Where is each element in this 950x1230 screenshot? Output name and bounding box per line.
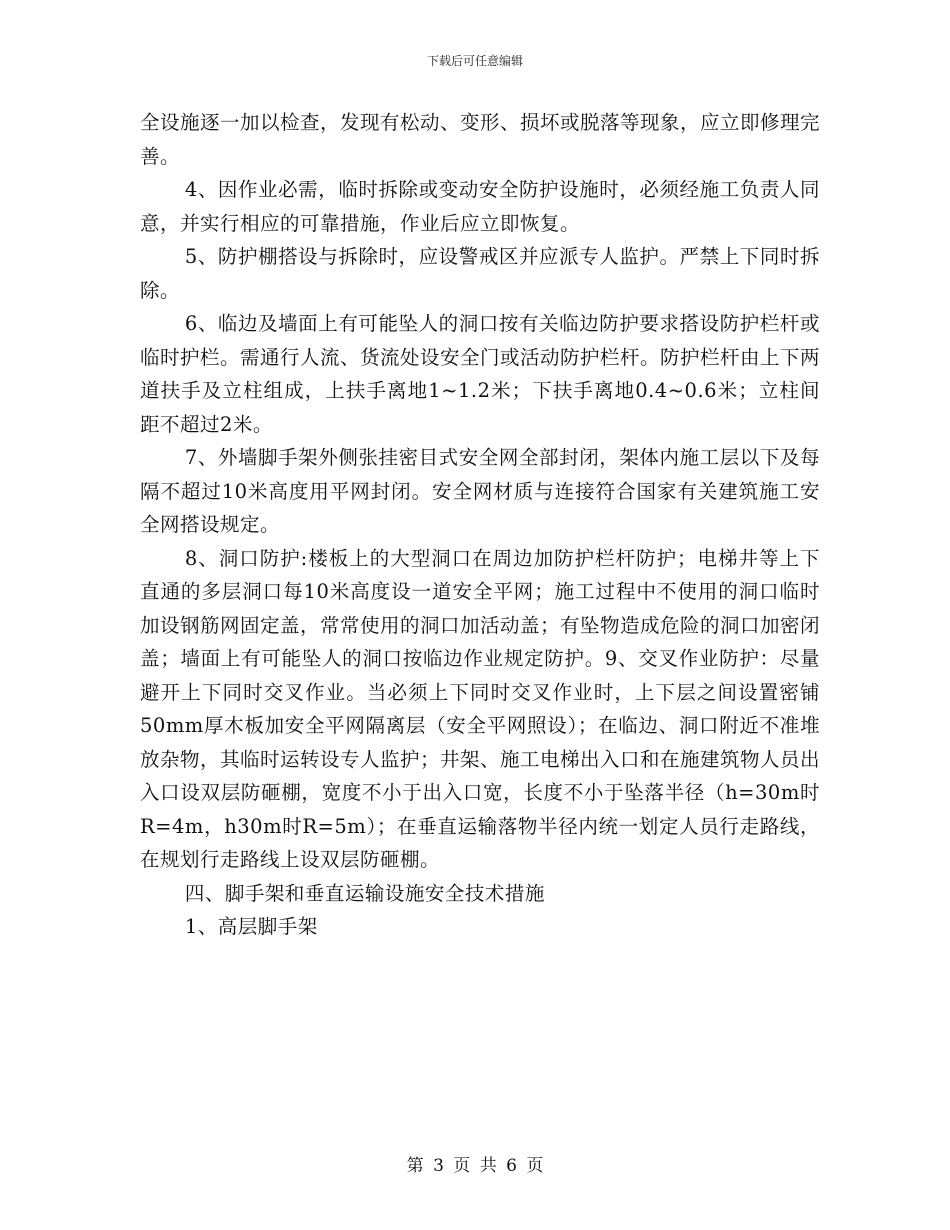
paragraph: 4、因作业必需，临时拆除或变动安全防护设施时，必须经施工负责人同意，并实行相应的可靠措施，作业后应立即恢复。: [140, 178, 820, 235]
paragraph: 全设施逐一加以检查，发现有松动、变形、损坏或脱落等现象，应立即修理完善。: [140, 111, 821, 168]
paragraph: 6、临边及墙面上有可能坠人的洞口按有关临边防护要求搭设防护栏杆或临时护栏。需通行人流、货流处设安全门或活动防护栏杆。防护栏杆由上下两道扶手及立柱组成，上扶手离地1~1.2米；下扶手离地0.4~0.6米；立柱间距不超过2米。: [140, 312, 821, 436]
page-header: 下载后可任意编辑: [426, 54, 523, 68]
subsection-heading: 1、高层脚手架: [184, 915, 318, 938]
section-heading: 四、脚手架和垂直运输设施安全技术措施: [184, 881, 545, 905]
page-number: 第 3 页 共 6 页: [406, 1156, 544, 1176]
document-body: [140, 106, 820, 944]
paragraph: 8、洞口防护:楼板上的大型洞口在周边加防护栏杆防护；电梯井等上下直通的多层洞口每10米高度设一道安全平网；施工过程中不使用的洞口临时加设钢筋网固定盖，常常使用的洞口加活动盖；有坠物造成危险的洞口加密闭盖；墙面上有可能坠人的洞口按临边作业规定防护。9、交叉作业防护：尽量避开上下同时交叉作业。当必须上下同时交叉作业时，上下层之间设置密铺50mm厚木板加安全平网隔离层（安全平网照设）；在临边、洞口附近不准堆放杂物，其临时运转设专人监护；井架、施工电梯出入口和在施建筑物人员出入口设双层防砸棚，宽度不小于出入口宽，长度不小于坠落半径（h=30m时R=4m，h30m时R=5m）；在垂直运输落物半径内统一划定人员行走路线，在规划行走路线上设双层防砸棚。: [140, 546, 821, 871]
paragraph: 5、防护棚搭设与拆除时，应设警戒区并应派专人监护。严禁上下同时拆除。: [140, 245, 820, 302]
paragraph: 7、外墙脚手架外侧张挂密目式安全网全部封闭，架体内施工层以下及每隔不超过10米高度用平网封闭。安全网材质与连接符合国家有关建筑施工安全网搭设规定。: [140, 446, 820, 536]
